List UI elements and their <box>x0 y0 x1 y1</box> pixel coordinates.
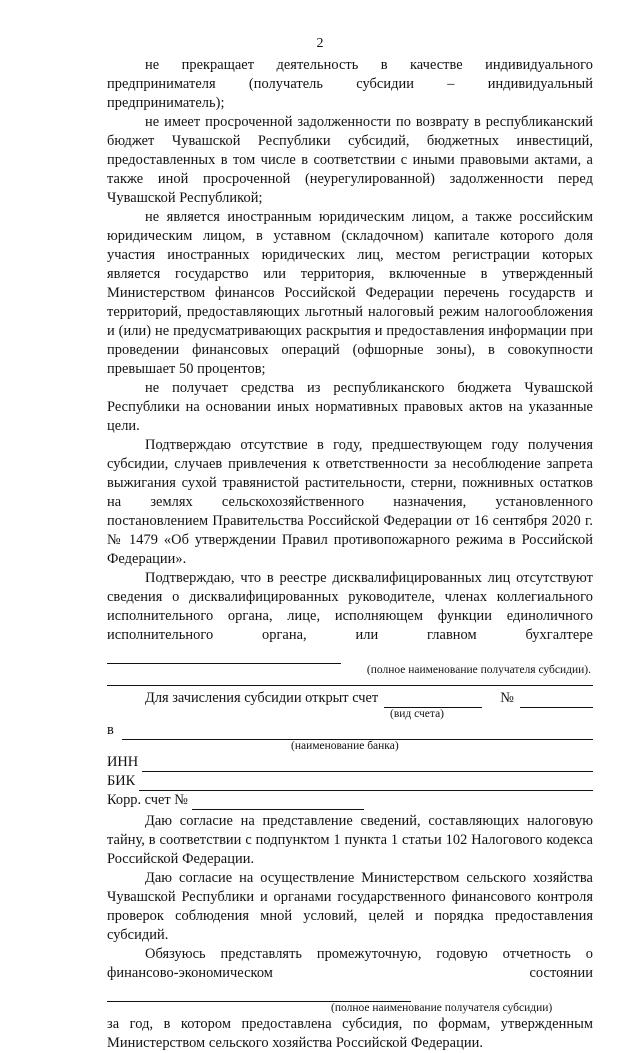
corr-account-field[interactable] <box>192 794 364 810</box>
inn-label: ИНН <box>107 754 139 770</box>
paragraph-reporting-period: за год, в котором предоставлена субсидия, по формам, утвержденным Министерством сельского хозяйства Российской Федерации. <box>107 1016 593 1051</box>
paragraph-reporting-obligation <box>107 945 593 1002</box>
recipient-name-field[interactable] <box>107 649 341 664</box>
document-body <box>107 56 593 1053</box>
caption-bank-name: (наименование банка) <box>291 740 399 752</box>
paragraph-tax-secret-consent: Даю согласие на представление сведений, составляющих налоговую тайну, в соответствии с подпунктом 1 пункта 1 статьи 102 Налогового кодекса Российской Федерации. <box>107 813 593 867</box>
caption-recipient: (полное наименование получателя субсидии) <box>331 1002 553 1014</box>
disqualified-text: Подтверждаю, что в реестре дисквалифицированных лиц отсутствуют сведения о дисквалифицированных руководителе, членах коллегиального исполнительного органа, лице, исполняющем функции единоличного исполнительного органа, или главном бухгалтере <box>107 570 593 643</box>
bank-row <box>107 721 593 740</box>
inn-row <box>107 753 593 772</box>
paragraph-no-other-funds: не получает средства из республиканского бюджета Чувашской Республики на основании иных нормативных правовых актов на указанные цели. <box>107 380 593 434</box>
inn-field[interactable] <box>142 756 593 772</box>
bik-label: БИК <box>107 773 136 789</box>
account-number-field[interactable] <box>520 692 593 708</box>
recipient-name-continuation-line[interactable] <box>107 677 593 686</box>
paragraph-inspection-consent: Даю согласие на осуществление Министерством сельского хозяйства Чувашской Республики и органами государственного финансового контроля проверок соблюдения мной условий, целей и порядка предоставления субсидий. <box>107 870 593 943</box>
corr-label: Корр. счет № <box>107 792 189 808</box>
account-row <box>107 688 593 708</box>
account-type-field[interactable] <box>384 692 482 708</box>
caption-recipient-full: (полное наименование получателя субсидии). <box>366 664 591 676</box>
reporting-text: Обязуюсь представлять промежуточную, годовую отчетность о финансово-экономическом состоянии <box>107 946 593 981</box>
paragraph-not-terminated: не прекращает деятельность в качестве индивидуального предпринимателя (получатель субсидии – индивидуальный предприниматель); <box>107 57 593 111</box>
bik-row <box>107 772 593 791</box>
number-sign: № <box>500 690 514 706</box>
paragraph-no-burning-violations: Подтверждаю отсутствие в году, предшествующем году получения субсидии, случаев привлечения к ответственности за несоблюдение запрета выжигания сухой травянистой растительности, стерни, пожнивных остатков на землях сельскохозяйственного назначения, установленного постановлением Правительства Российской Федерации от 16 сентября 2020 г. № 1479 «Об утверждении Правил противопожарного режима в Российской Федерации». <box>107 437 593 567</box>
account-label: Для зачисления субсидии открыт счет <box>145 690 379 706</box>
paragraph-no-debt: не имеет просроченной задолженности по возврату в республиканский бюджет Чувашской Республики субсидий, бюджетных инвестиций, предоставленных в том числе в соответствии с иными правовыми актами, а также иной просроченной (неурегулированной) задолженности перед Чувашской Республикой; <box>107 114 593 206</box>
corr-row <box>107 791 593 810</box>
paragraph-disqualified-registry <box>107 569 593 664</box>
bank-prefix: в <box>107 722 114 738</box>
paragraph-not-foreign: не является иностранным юридическим лицом, а также российским юридическим лицом, в уставном (складочном) капитале которого доля участия иностранных юридических лиц, местом регистрации которых является государство или территория, включенные в утвержденный Министерством финансов Российской Федерации перечень государств и территорий, предоставляющих льготный налоговый режим налогообложения и (или) не предусматривающих раскрытия и предоставления информации при проведении финансовых операций (офшорные зоны), в совокупности превышает 50 процентов; <box>107 209 593 377</box>
reporting-recipient-field[interactable] <box>107 987 411 1002</box>
page-number: 2 <box>316 36 324 51</box>
bank-name-field[interactable] <box>122 724 593 740</box>
caption-account-type: (вид счета) <box>390 708 445 720</box>
bik-field[interactable] <box>139 775 593 791</box>
